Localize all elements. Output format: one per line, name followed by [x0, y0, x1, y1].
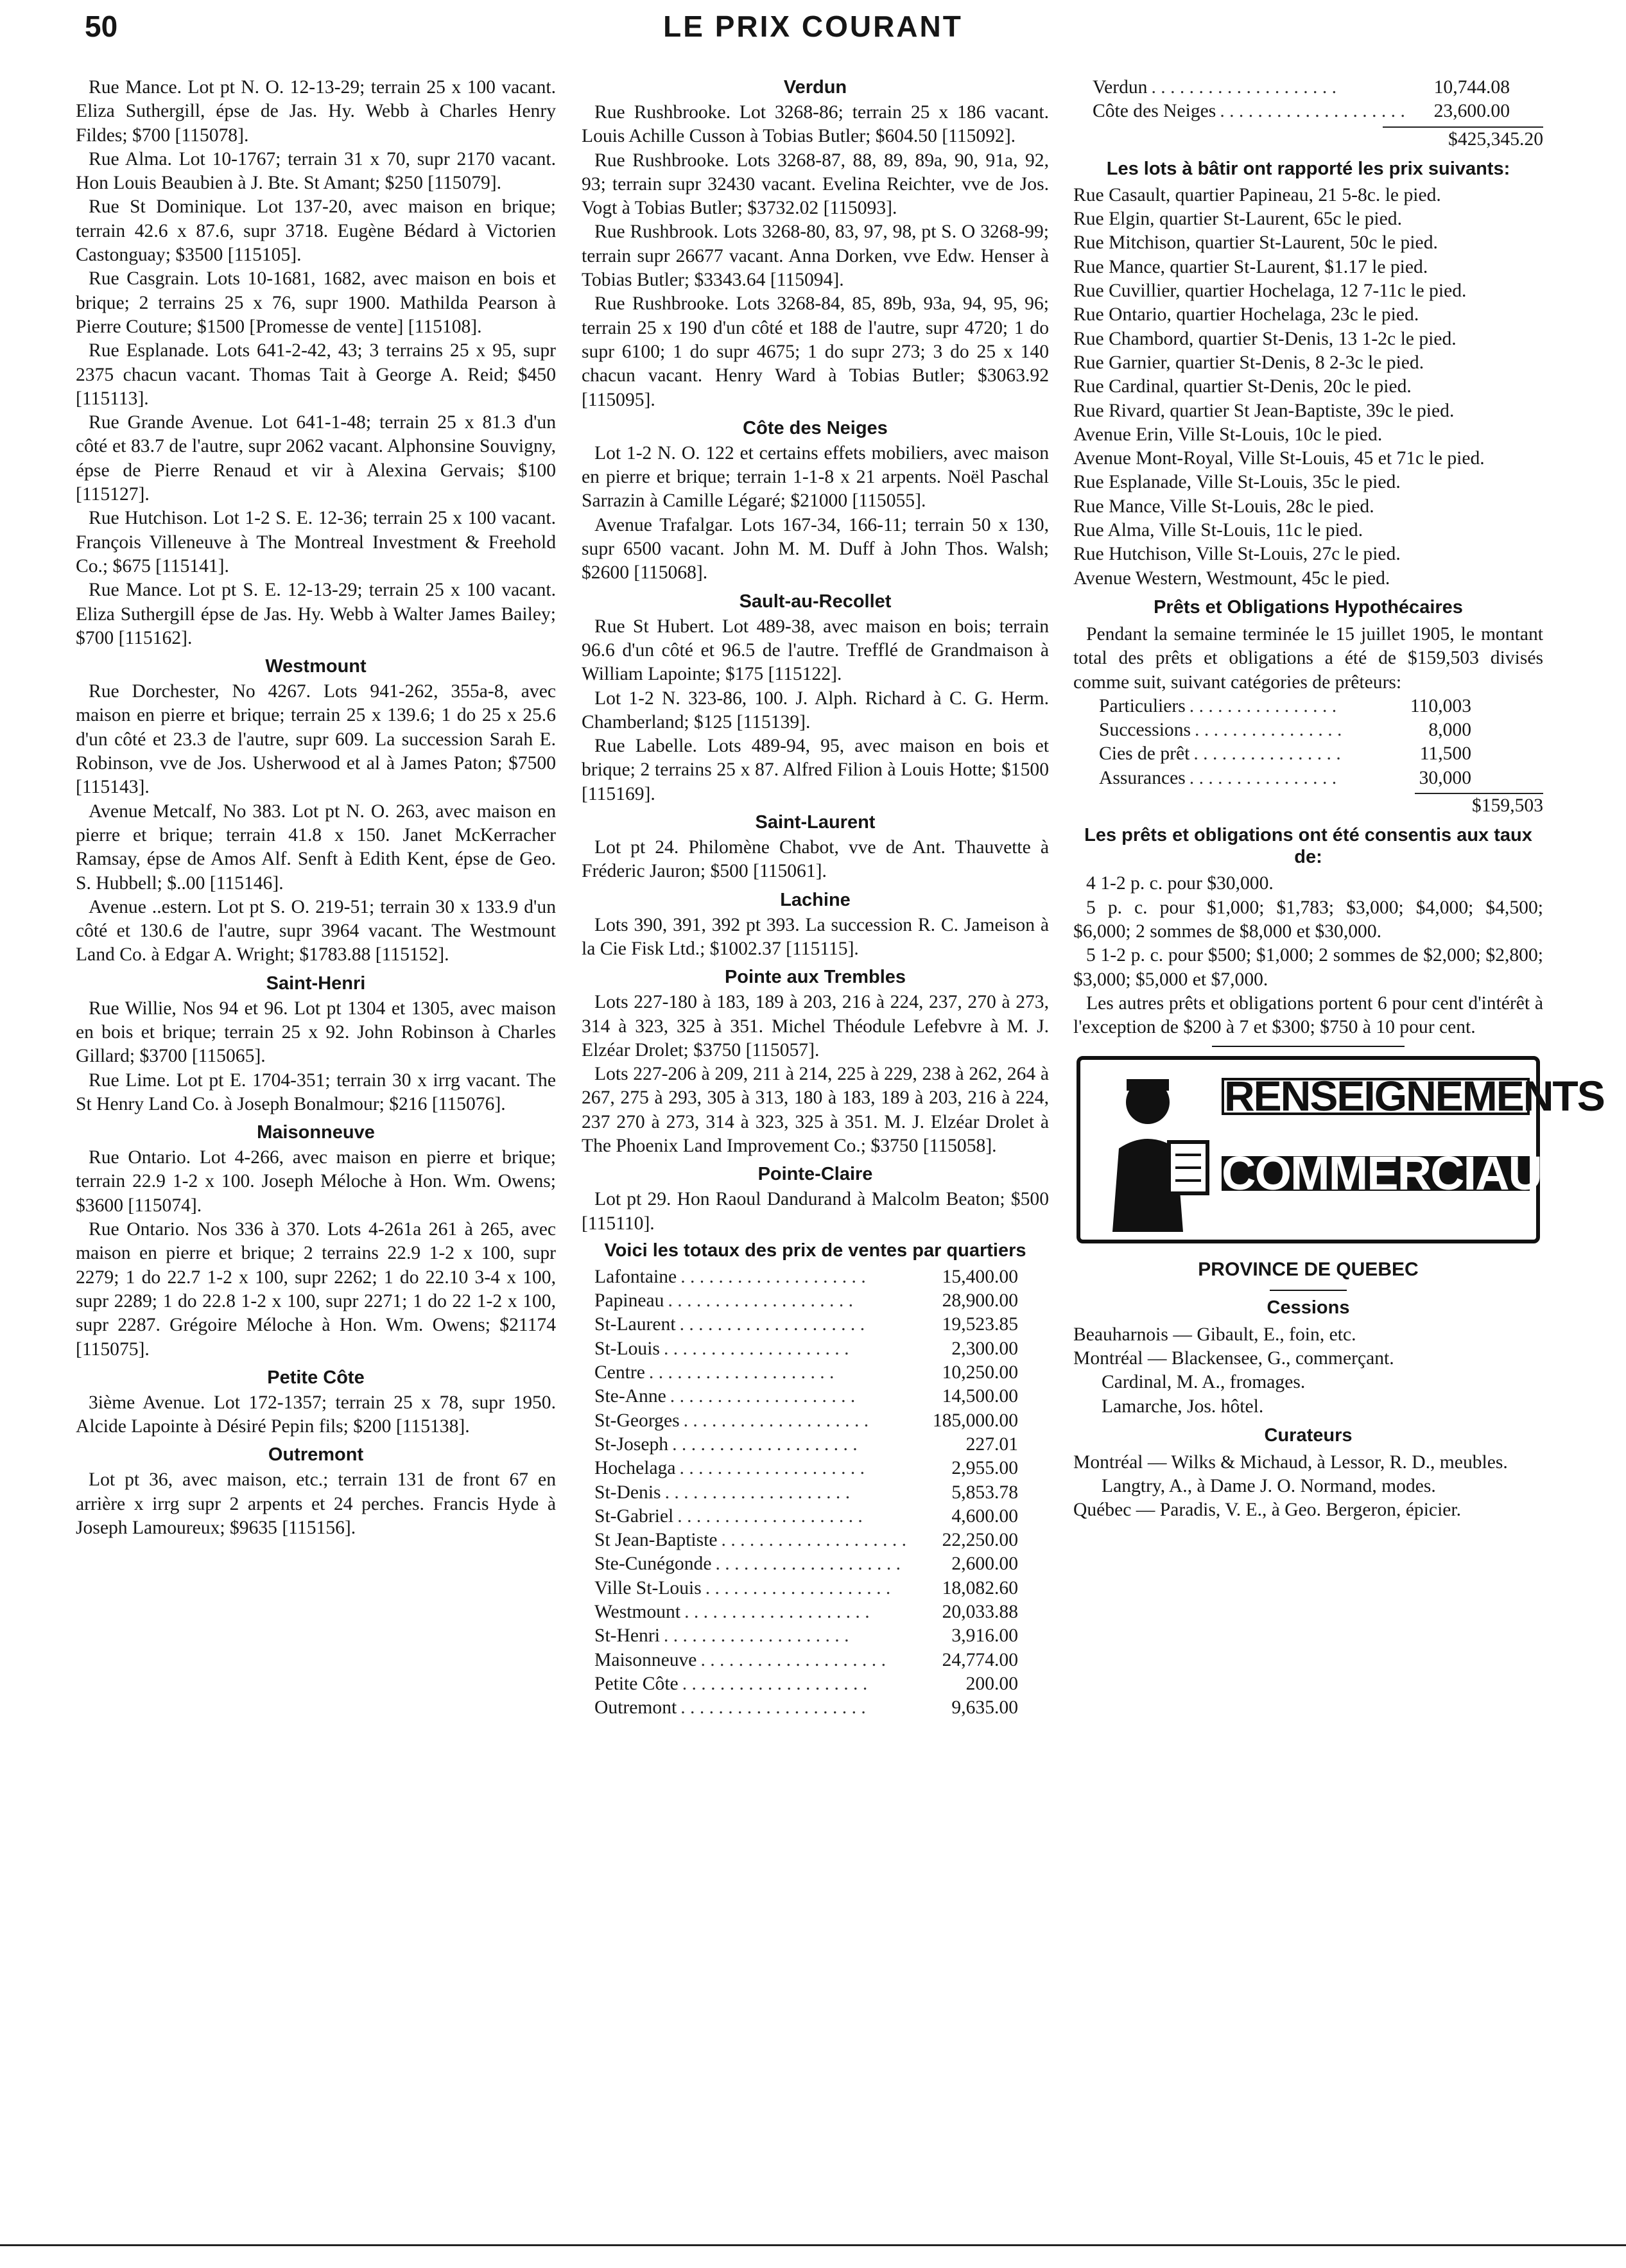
lot-price-entry: Rue Mitchison, quartier St-Laurent, 50c le pied.: [1073, 232, 1438, 254]
prets-intro: Pendant la semaine terminée le 15 juillet 1905, le montant total des prêts et obligations a été de $159,503 divisés comme suit, suivant catégories de prêteurs:: [1073, 623, 1543, 693]
section-heading-saint-henri: Saint-Henri: [266, 973, 366, 994]
section-heading-outremont: Outremont: [268, 1444, 364, 1466]
totals-row-value: 20,033.88: [942, 1602, 1018, 1623]
section-heading-pointe-aux-trembles: Pointe aux Trembles: [724, 967, 906, 988]
totals-row-name: St Jean-Baptiste: [594, 1530, 718, 1551]
lot-price-entry: Rue Cardinal, quartier St-Denis, 20c le pied.: [1073, 376, 1412, 397]
totals-row-value: 2,600.00: [951, 1554, 1018, 1575]
lot-price-entry: Avenue Mont-Royal, Ville St-Louis, 45 et 71c le pied.: [1073, 448, 1485, 469]
sale-entry: Rue Rushbrooke. Lot 3268-86; terrain 25 x 186 vacant. Louis Achille Cusson à Tobias Butler; $604.50 [115092].: [582, 102, 1049, 147]
totals-row-name: St-Laurent: [594, 1314, 676, 1335]
logo-line-2: COMMERCIAUX: [1222, 1147, 1572, 1200]
totals-row-value: 14,500.00: [942, 1386, 1018, 1407]
totals-row: Westmount . . . . . . . . . . . . . . . . . . . . 20,033.88: [594, 1600, 1018, 1624]
sale-entry: Rue Ontario. Lot 4-266, avec maison en pierre et brique; terrain 22.9 1-2 x 100. Joseph Méloche à Hon. Wm. Owens; $3600 [115074].: [76, 1147, 556, 1216]
sale-entry: Rue Esplanade. Lots 641-2-42, 43; 3 terrains 25 x 95, supr 2375 chacun vacant. Thomas Tait à George A. Reid; $450 [115113].: [76, 340, 556, 409]
totals-row-value: 4,600.00: [951, 1505, 1018, 1527]
lot-price-entry: Rue Hutchison, Ville St-Louis, 27c le pied.: [1073, 544, 1401, 565]
column-1: [76, 76, 556, 1540]
taux-heading: Les prêts et obligations ont été consentis aux taux de:: [1084, 825, 1532, 868]
sale-entry: Rue Rushbrooke. Lots 3268-84, 85, 89b, 93a, 94, 95, 96; terrain 25 x 190 d'un côté et 188 de l'autre, supr 4720; 1 do supr 6100; 1 do supr 4675; 1 do supr 273; 3 do 25 x 140 chacun vacant. Henry Ward à Tobias Butler; $3063.92 [115095].: [582, 293, 1049, 410]
lot-price-entry: Rue Rivard, quartier St Jean-Baptiste, 39c le pied.: [1073, 400, 1455, 421]
lenders-row-value: 8,000: [1428, 720, 1471, 741]
taux-entry: 5 p. c. pour $1,000; $1,783; $3,000; $4,000; $4,500; $6,000; 2 sommes de $8,000 et $30,000.: [1073, 897, 1543, 942]
totals-row-value: 18,082.60: [942, 1577, 1018, 1598]
totals-row-name: St-Denis: [594, 1482, 661, 1503]
lot-price-entry: Avenue Erin, Ville St-Louis, 10c le pied.: [1073, 424, 1383, 445]
sale-entry: Lot 1-2 N. 323-86, 100. J. Alph. Richard à C. G. Herm. Chamberland; $125 [115139].: [582, 688, 1049, 732]
sale-entry: Rue Alma. Lot 10-1767; terrain 31 x 70, supr 2170 vacant. Hon Louis Beaubien à J. Bte. St Amant; $250 [115079].: [76, 148, 556, 194]
totals-row: Outremont . . . . . . . . . . . . . . . . . . . . 9,635.00: [594, 1696, 1018, 1720]
column-3: [1073, 76, 1604, 1523]
lenders-row: Cies de prêt . . . . . . . . . . . . . . . . 11,500: [1099, 742, 1471, 766]
section-heading-verdun: Verdun: [783, 77, 847, 98]
cession-entry: Beauharnois — Gibault, E., foin, etc.: [1073, 1324, 1356, 1345]
sale-entry: Rue Lime. Lot pt E. 1704-351; terrain 30 x irrg vacant. The St Henry Land Co. à Joseph Bonalmour; $216 [115076].: [76, 1069, 556, 1114]
totals-table: [594, 1265, 1018, 1720]
lot-price-entry: Avenue Western, Westmount, 45c le pied.: [1073, 567, 1390, 589]
sale-entry: Lot pt 29. Hon Raoul Dandurand à Malcolm Beaton; $500 [115110].: [582, 1189, 1049, 1234]
totals-row-name: St-Georges: [594, 1410, 680, 1431]
totals-row-value: 3,916.00: [951, 1625, 1018, 1647]
totals-row-name: Ste-Anne: [594, 1386, 666, 1407]
lenders-row-name: Particuliers: [1099, 695, 1186, 716]
totals-row-value: 22,250.00: [942, 1530, 1018, 1551]
sale-entry: Rue Labelle. Lots 489-94, 95, avec maison en bois et brique; 2 terrains 25 x 87. Alfred Filion à Louis Hotte; $1500 [115169].: [582, 736, 1049, 804]
grand-total: $425,345.20: [1383, 126, 1543, 151]
sale-entry: Rue Mance. Lot pt N. O. 12-13-29; terrain 25 x 100 vacant. Eliza Suthergill, épse de Jas. Hy. Webb à Charles Henry Fildes; $700 [115078].: [76, 77, 556, 146]
totals-row-name: Lafontaine: [594, 1266, 677, 1287]
totals-row-value: 24,774.00: [942, 1649, 1018, 1670]
sale-entry: Avenue Trafalgar. Lots 167-34, 166-11; terrain 50 x 130, supr 6500 vacant. John M. M. Duff à John Thos. Walsh; $2600 [115068].: [582, 514, 1049, 584]
totals-row-value: 185,000.00: [932, 1410, 1018, 1431]
sale-entry: Lot pt 36, avec maison, etc.; terrain 131 de front 67 en arrière x irrg supr 2 arpents et 24 perches. Francis Hyde à Joseph Lamoureux; $9635 [115156].: [76, 1469, 556, 1539]
curateur-entry: Montréal — Wilks & Michaud, à Lessor, R. D., meubles.: [1073, 1451, 1508, 1473]
divider: [1270, 1290, 1347, 1291]
sale-entry: Lots 227-180 à 183, 189 à 203, 216 à 224, 237, 270 à 273, 314 à 323, 325 à 351. Michel Théodule Lefebvre à M. J. Elzéar Drolet; $3750 [115057].: [582, 992, 1049, 1060]
sale-entry: Lot pt 24. Philomène Chabot, vve de Ant. Thauvette à Fréderic Jauron; $500 [115061].: [582, 837, 1049, 882]
totals-row-value: 5,853.78: [951, 1482, 1018, 1503]
totals-row-value: 23,600.00: [1433, 101, 1510, 122]
totals-row-value: 15,400.00: [942, 1266, 1018, 1287]
page-title: LE PRIX COURANT: [663, 10, 963, 43]
lenders-row-name: Cies de prêt: [1099, 743, 1190, 765]
totals-row-name: Petite Côte: [594, 1673, 679, 1694]
cession-entry: Lamarche, Jos. hôtel.: [1102, 1396, 1264, 1417]
sale-entry: 3ième Avenue. Lot 172-1357; terrain 25 x 78, supr 1950. Alcide Lapointe à Désiré Pepin fils; $200 [115138].: [76, 1392, 556, 1437]
totals-row-name: Ste-Cunégonde: [594, 1554, 712, 1575]
lenders-row-value: 30,000: [1419, 767, 1471, 788]
sale-entry: Avenue Metcalf, No 383. Lot pt N. O. 263, avec maison en pierre et brique; terrain 41.8 x 150. Janet McKerracher Ramsay, épse de Amos Alf. Senft à Edith Kent, épse de Geo. S. Hubbell; $..00 [115146].: [76, 801, 556, 894]
sale-entry: Rue Rushbrooke. Lots 3268-87, 88, 89, 89a, 90, 91a, 92, 93; terrain supr 32430 vacant. Evelina Reichter, vve de Jos. Vogt à Tobias Butler; $3732.02 [115093].: [582, 150, 1049, 219]
lot-price-entry: Rue Chambord, quartier St-Denis, 13 1-2c le pied.: [1073, 328, 1457, 349]
totals-row-value: 2,300.00: [951, 1338, 1018, 1359]
totals-row-value: 19,523.85: [942, 1314, 1018, 1335]
page-header: [0, 9, 1626, 50]
totals-row: St Jean-Baptiste . . . . . . . . . . . . . . . . . . . . 22,250.00: [594, 1528, 1018, 1552]
taux-entry: Les autres prêts et obligations portent 6 pour cent d'intérêt à l'exception de $200 à 7 et $300; $750 à 10 pour cent.: [1073, 992, 1543, 1038]
lenders-row: Assurances . . . . . . . . . . . . . . . . 30,000: [1099, 766, 1471, 790]
totals-row: St-Denis . . . . . . . . . . . . . . . . . . . . 5,853.78: [594, 1481, 1018, 1505]
logo-line-1: RENSEIGNEMENTS: [1222, 1078, 1530, 1114]
divider: [1212, 1046, 1405, 1047]
totals-row-name: Westmount: [594, 1602, 681, 1623]
curateur-entry: Québec — Paradis, V. E., à Geo. Bergeron, épicier.: [1073, 1500, 1462, 1521]
totals-row: Maisonneuve . . . . . . . . . . . . . . . . . . . . 24,774.00: [594, 1649, 1018, 1672]
totals-heading: Voici les totaux des prix de ventes par quartiers: [604, 1240, 1026, 1261]
totals-row-name: Hochelaga: [594, 1458, 676, 1479]
sale-entry: Rue Rushbrook. Lots 3268-80, 83, 97, 98, pt S. O 3268-99; terrain supr 26677 vacant. Anna Dorken, vve Edw. Henser à Tobias Butler; $3343.64 [115094].: [582, 221, 1049, 291]
section-heading-pointe-claire: Pointe-Claire: [757, 1164, 873, 1185]
totals-row-name: Outremont: [594, 1697, 677, 1718]
taux-entry: 4 1-2 p. c. pour $30,000.: [1086, 873, 1274, 894]
lots-heading: Les lots à bâtir ont rapporté les prix suivants:: [1106, 158, 1510, 179]
lot-price-entry: Rue Ontario, quartier Hochelaga, 23c le pied.: [1073, 304, 1419, 325]
totals-row: Lafontaine . . . . . . . . . . . . . . . . . . . . 15,400.00: [594, 1265, 1018, 1289]
totals-row: Verdun . . . . . . . . . . . . . . . . . . . . 10,744.08: [1093, 76, 1510, 100]
renseignements-logo: [1077, 1056, 1604, 1243]
sale-entry: Rue St Hubert. Lot 489-38, avec maison en bois; terrain 96.6 d'un côté et 96.5 de l'autre. Trefflé de Grandmaison à William Lapointe; $175 [115122].: [582, 616, 1049, 685]
lenders-total: $159,503: [1415, 793, 1543, 818]
section-heading-curateurs: Curateurs: [1264, 1424, 1353, 1446]
lenders-table: [1099, 695, 1471, 790]
section-heading-saint-laurent: Saint-Laurent: [755, 812, 876, 833]
totals-row-value: 200.00: [965, 1673, 1018, 1694]
province-heading: PROVINCE DE QUEBEC: [1198, 1259, 1419, 1281]
totals-row-name: St-Louis: [594, 1338, 660, 1359]
sale-entry: Rue Willie, Nos 94 et 96. Lot pt 1304 et 1305, avec maison en bois et brique; terrain 25 x 92. John Robinson à Charles Gillard; $3700 [115065].: [76, 998, 556, 1067]
totals-row-name: Papineau: [594, 1290, 664, 1311]
section-heading-cessions: Cessions: [1267, 1297, 1350, 1318]
lot-price-entry: Rue Casault, quartier Papineau, 21 5-8c. le pied.: [1073, 184, 1441, 205]
totals-row-name: Centre: [594, 1362, 645, 1383]
sale-entry: Rue Ontario. Nos 336 à 370. Lots 4-261a 261 à 265, avec maison en pierre et brique; 2 terrains 22.9 1-2 x 100, supr 2279; 1 do 22.7 1-2 x 100, supr 2262; 1 do 22.10 3-4 x 100, supr 2289; 1 do 22.8 1-2 x 100, supr 2271; 1 do 22 1-2 x 100, supr 2287. Grégoire Méloche à Hon. Wm. Owens; $21174 [115075].: [76, 1219, 556, 1360]
totals-row-name: St-Gabriel: [594, 1505, 674, 1527]
totals-row-value: 9,635.00: [951, 1697, 1018, 1718]
section-heading-prets: Prêts et Obligations Hypothécaires: [1154, 596, 1463, 618]
totals-row: Petite Côte . . . . . . . . . . . . . . . . . . . . 200.00: [594, 1672, 1018, 1696]
cession-entry: Cardinal, M. A., fromages.: [1102, 1372, 1306, 1393]
section-heading-westmount: Westmount: [265, 656, 367, 677]
totals-row: Ville St-Louis . . . . . . . . . . . . . . . . . . . . 18,082.60: [594, 1577, 1018, 1600]
lenders-row-value: 11,500: [1419, 743, 1471, 765]
totals-row-name: Côte des Neiges: [1093, 101, 1216, 122]
lenders-row: Particuliers . . . . . . . . . . . . . . . . 110,003: [1099, 695, 1471, 718]
section-heading-lachine: Lachine: [780, 889, 851, 910]
lot-price-entry: Rue Cuvillier, quartier Hochelaga, 12 7-11c le pied.: [1073, 281, 1467, 302]
totals-row-value: 2,955.00: [951, 1458, 1018, 1479]
taux-entry: 5 1-2 p. c. pour $500; $1,000; 2 sommes de $2,000; $2,800; $3,000; $5,000 et $7,000.: [1073, 945, 1543, 990]
sale-entry: Lot 1-2 N. O. 122 et certains effets mobiliers, avec maison en pierre et brique; terrain 1-1-8 x 21 arpents. Noël Paschal Sarrazin à Camille Légaré; $21000 [115055].: [582, 442, 1049, 512]
totals-row-name: St-Henri: [594, 1625, 660, 1647]
totals-row: St-Henri . . . . . . . . . . . . . . . . . . . . 3,916.00: [594, 1624, 1018, 1648]
totals-row: St-Georges . . . . . . . . . . . . . . . . . . . . 185,000.00: [594, 1409, 1018, 1433]
lenders-row-name: Successions: [1099, 720, 1191, 741]
totals-row: Ste-Cunégonde . . . . . . . . . . . . . . . . . . . . 2,600.00: [594, 1552, 1018, 1576]
page-number: 50: [85, 10, 118, 43]
lenders-row-value: 110,003: [1410, 695, 1471, 716]
section-heading-maisonneuve: Maisonneuve: [257, 1122, 375, 1143]
totals-row-value: 10,744.08: [1433, 77, 1510, 98]
totals-row-name: Verdun: [1093, 77, 1148, 98]
sale-entry: Avenue ..estern. Lot pt S. O. 219-51; terrain 30 x 133.9 d'un côté et 130.6 de l'autre, supr 3964 vacant. The Westmount Land Co. à Edgar A. Wright; $1783.88 [115152].: [76, 896, 556, 965]
sale-entry: Rue Mance. Lot pt S. E. 12-13-29; terrain 25 x 100 vacant. Eliza Suthergill épse de Jas. Hy. Webb à Walter James Bailey; $700 [115162].: [76, 580, 556, 648]
reader-figure-icon: [1087, 1065, 1215, 1232]
sale-entry: Rue Dorchester, No 4267. Lots 941-262, 355a-8, avec maison en pierre et brique; terrain 25 x 139.6; 1 do 25 x 25.6 d'un côté et 23.3 de l'autre, supr 609. La succession Sarah E. Robinson, vve de Jos. Usherwood et al à James Paton; $7500 [115143].: [76, 681, 556, 798]
lenders-row: Successions . . . . . . . . . . . . . . . . 8,000: [1099, 718, 1471, 742]
column-2: [582, 76, 1049, 1720]
totals-row-value: 28,900.00: [942, 1290, 1018, 1311]
lot-price-entry: Rue Mance, quartier St-Laurent, $1.17 le pied.: [1073, 256, 1428, 277]
totals-row: St-Gabriel . . . . . . . . . . . . . . . . . . . . 4,600.00: [594, 1505, 1018, 1528]
totals-row: Centre . . . . . . . . . . . . . . . . . . . . 10,250.00: [594, 1361, 1018, 1385]
sale-entry: Rue Grande Avenue. Lot 641-1-48; terrain 25 x 81.3 d'un côté et 83.7 de l'autre, supr 2062 vacant. Alphonsine Souvigny, épse de Pierre Renaud et vir à Alexina Gervais; $100 [115127].: [76, 412, 556, 505]
totals-row: St-Louis . . . . . . . . . . . . . . . . . . . . 2,300.00: [594, 1337, 1018, 1361]
sale-entry: Rue Hutchison. Lot 1-2 S. E. 12-36; terrain 25 x 100 vacant. François Villeneuve à The Montreal Investment & Freehold Co.; $675 [115141].: [76, 508, 556, 576]
totals-row: Papineau . . . . . . . . . . . . . . . . . . . . 28,900.00: [594, 1289, 1018, 1313]
lot-price-entry: Rue Esplanade, Ville St-Louis, 35c le pied.: [1073, 472, 1401, 493]
sale-entry: Lots 227-206 à 209, 211 à 214, 225 à 229, 238 à 262, 264 à 267, 275 à 293, 305 à 313, 180 à 183, 189 à 203, 216 à 224, 237 270 à 273, 314 à 323, 325 à 351. M. J. Elzéar Drolet à The Phoenix Land Improvement Co.; $3750 [115058].: [582, 1064, 1049, 1156]
lenders-row-name: Assurances: [1099, 767, 1186, 788]
totals-row-name: St-Joseph: [594, 1433, 669, 1455]
footer-rule: [0, 2244, 1626, 2246]
totals-table-continued: [1093, 76, 1510, 124]
totals-row-name: Ville St-Louis: [594, 1577, 702, 1598]
totals-row-name: Maisonneuve: [594, 1649, 697, 1670]
section-heading-cote-des-neiges: Côte des Neiges: [743, 417, 888, 438]
totals-row: Hochelaga . . . . . . . . . . . . . . . . . . . . 2,955.00: [594, 1457, 1018, 1480]
lot-price-entry: Rue Mance, Ville St-Louis, 28c le pied.: [1073, 496, 1374, 517]
totals-row: St-Joseph . . . . . . . . . . . . . . . . . . . . 227.01: [594, 1433, 1018, 1457]
lot-price-entry: Rue Elgin, quartier St-Laurent, 65c le pied.: [1073, 209, 1402, 230]
section-heading-petite-cote: Petite Côte: [267, 1367, 365, 1388]
sale-entry: Rue St Dominique. Lot 137-20, avec maison en brique; terrain 42.6 x 87.6, supr 3718. Eugène Bédard à Victorien Castonguay; $3500 [115105].: [76, 196, 556, 266]
lot-price-entry: Rue Alma, Ville St-Louis, 11c le pied.: [1073, 520, 1363, 541]
sale-entry: Lots 390, 391, 392 pt 393. La succession R. C. Jameison à la Cie Fisk Ltd.; $1002.37 [115115].: [582, 914, 1049, 959]
totals-row: Ste-Anne . . . . . . . . . . . . . . . . . . . . 14,500.00: [594, 1385, 1018, 1408]
totals-row-value: 227.01: [965, 1433, 1018, 1455]
cession-entry: Montréal — Blackensee, G., commerçant.: [1073, 1347, 1394, 1369]
totals-row: Côte des Neiges . . . . . . . . . . . . . . . . . . . . 23,600.00: [1093, 100, 1510, 123]
totals-row-value: 10,250.00: [942, 1362, 1018, 1383]
totals-row: St-Laurent . . . . . . . . . . . . . . . . . . . . 19,523.85: [594, 1313, 1018, 1337]
section-heading-sault-au-recollet: Sault-au-Recollet: [739, 591, 892, 612]
sale-entry: Rue Casgrain. Lots 10-1681, 1682, avec maison en bois et brique; 2 terrains 25 x 76, supr 1900. Mathilda Pearson à Pierre Couture; $1500 [Promesse de vente] [115108].: [76, 268, 556, 337]
curateur-entry: Langtry, A., à Dame J. O. Normand, modes.: [1102, 1476, 1436, 1497]
lot-price-entry: Rue Garnier, quartier St-Denis, 8 2-3c le pied.: [1073, 352, 1424, 373]
